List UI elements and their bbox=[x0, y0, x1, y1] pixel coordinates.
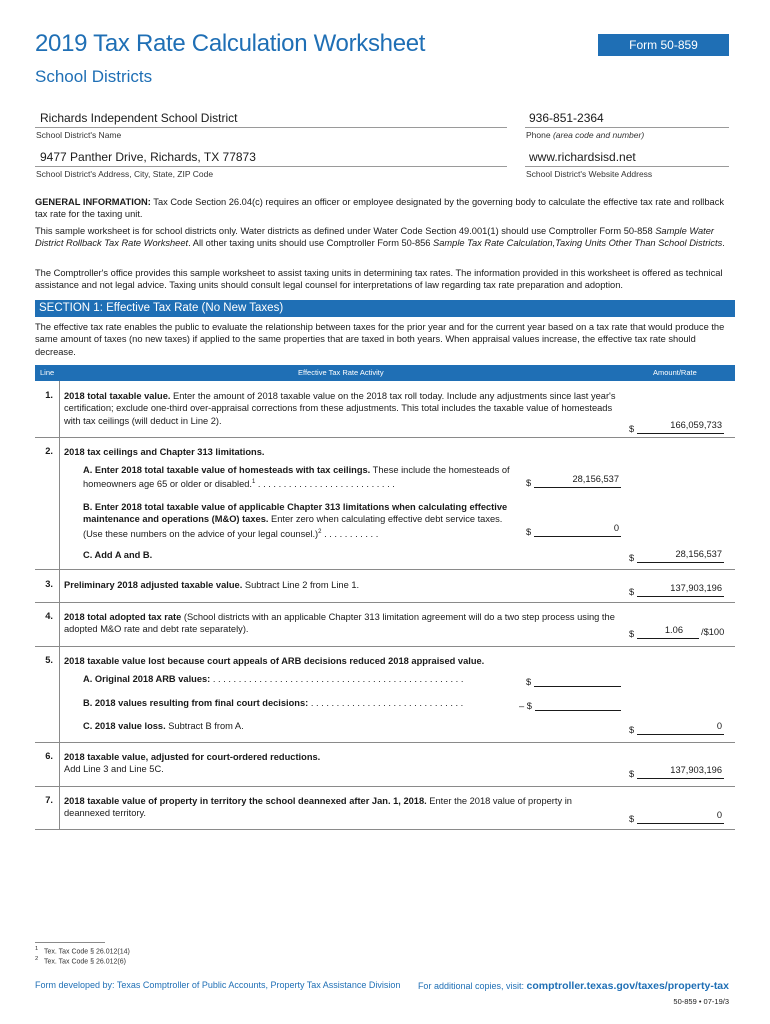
line-2-description bbox=[64, 446, 264, 458]
amount-underline bbox=[534, 536, 621, 537]
dollar-sign: $ bbox=[526, 527, 532, 537]
general-info-paragraph bbox=[35, 196, 735, 221]
line-2c-value: 28,156,537 bbox=[675, 549, 722, 559]
line-2b-description bbox=[83, 501, 515, 540]
leader-dots: . . . . . . . . . . . . . . . . . . . . . . . . . . . . . . bbox=[308, 698, 464, 708]
amount-underline bbox=[534, 487, 621, 488]
dollar-sign: $ bbox=[629, 814, 635, 824]
amount-underline bbox=[637, 596, 724, 597]
dollar-sign: $ bbox=[629, 725, 635, 735]
address-field[interactable]: 9477 Panther Drive, Richards, TX 77873 bbox=[40, 150, 256, 164]
phone-caption-italic: (area code and number) bbox=[552, 130, 645, 140]
dollar-sign: $ bbox=[629, 587, 635, 597]
line-2b-text: Enter zero when calculating effective debt service taxes. (Use these numbers on the advice of your legal counsel.) bbox=[83, 514, 503, 539]
line-7-number: 7. bbox=[45, 795, 53, 805]
line-1-value: 166,059,733 bbox=[670, 420, 722, 430]
amount-underline bbox=[637, 638, 699, 639]
line-2-number: 2. bbox=[45, 446, 53, 456]
line-2b-amount[interactable] bbox=[526, 523, 621, 537]
line-1-description bbox=[64, 390, 620, 427]
line-4-text: (School districts with an applicable Chapter 313 limitation agreement will do a two step process using the adopted M&O rate and debt rate separately). bbox=[64, 612, 615, 635]
website-field[interactable]: www.richardsisd.net bbox=[529, 150, 636, 164]
p2-e: . bbox=[722, 238, 725, 249]
row-divider bbox=[35, 829, 735, 830]
dollar-sign: $ bbox=[629, 424, 635, 434]
line-6-description bbox=[64, 751, 620, 776]
line-3-text: Subtract Line 2 from Line 1. bbox=[242, 580, 360, 590]
footer-copies bbox=[418, 980, 729, 992]
line-5-description bbox=[64, 655, 620, 667]
line-1-bold: 2018 total taxable value. bbox=[64, 391, 171, 401]
line-5a-amount[interactable] bbox=[526, 673, 621, 687]
form-title: 2019 Tax Rate Calculation Worksheet bbox=[35, 30, 426, 57]
row-divider bbox=[35, 742, 735, 743]
comptroller-paragraph: The Comptroller's office provides this sample worksheet to assist taxing units in determining tax rates. The information provided in this worksheet is offered as technical assistance and not legal advice. Taxing units should consult legal counsel for interpretations of law regarding tax rate preparation and adoption. bbox=[35, 268, 723, 291]
line-5-bold: 2018 taxable value lost because court appeals of ARB decisions reduced 2018 appraised value. bbox=[64, 656, 485, 666]
line-5b-amount[interactable] bbox=[519, 697, 621, 711]
line-5c-description bbox=[83, 720, 244, 732]
line-6-text: Add Line 3 and Line 5C. bbox=[64, 764, 164, 775]
general-info-text: Tax Code Section 26.04(c) requires an officer or employee designated by the governing body to calculate the effective tax rate and rollback tax rate for the taxing unit. bbox=[35, 197, 725, 220]
dollar-sign: $ bbox=[629, 553, 635, 563]
amount-underline bbox=[535, 710, 621, 711]
line-1-number: 1. bbox=[45, 390, 53, 400]
form-number-badge: Form 50-859 bbox=[598, 34, 729, 56]
line-5c-bold: C. 2018 value loss. bbox=[83, 721, 166, 731]
line-5-number: 5. bbox=[45, 655, 53, 665]
col-line-header: Line bbox=[40, 368, 55, 377]
line-3-number: 3. bbox=[45, 579, 53, 589]
water-district-paragraph bbox=[35, 225, 735, 250]
line-3-amount[interactable] bbox=[629, 583, 724, 597]
line-2a-text: These include the homesteads of homeowners age 65 or older or disabled. bbox=[83, 465, 510, 490]
p2-c: . All other taxing units should use Comptroller Form 50-856 bbox=[188, 238, 434, 249]
phone-caption-main: Phone bbox=[526, 130, 553, 140]
row-divider bbox=[35, 437, 735, 438]
website-caption: School District's Website Address bbox=[526, 169, 653, 179]
phone-line bbox=[525, 127, 729, 128]
line-3-description bbox=[64, 579, 620, 591]
line-2a-value: 28,156,537 bbox=[572, 474, 619, 484]
line-2c-description bbox=[83, 549, 152, 561]
footnote-ref-1: 1 bbox=[252, 479, 256, 486]
website-line bbox=[525, 166, 729, 167]
general-info-label: GENERAL INFORMATION: bbox=[35, 197, 151, 207]
row-divider bbox=[35, 569, 735, 570]
line-7-description bbox=[64, 795, 620, 820]
footnote-rule bbox=[35, 942, 105, 943]
line-2a-bold: A. Enter 2018 total taxable value of homesteads with tax ceilings. bbox=[83, 465, 371, 475]
line-1-amount[interactable] bbox=[629, 420, 724, 434]
phone-field[interactable]: 936-851-2364 bbox=[529, 111, 604, 125]
amount-underline bbox=[637, 433, 724, 434]
amount-underline bbox=[637, 778, 724, 779]
line-3-bold: Preliminary 2018 adjusted taxable value. bbox=[64, 580, 243, 590]
line-column-divider bbox=[59, 381, 60, 829]
line-5b-bold: B. 2018 values resulting from final court decisions: bbox=[83, 698, 309, 708]
address-caption: School District's Address, City, State, ZIP Code bbox=[36, 169, 214, 179]
line-5b-description bbox=[83, 697, 515, 709]
p2-b: Sample Water District Rollback Tax Rate Worksheet bbox=[35, 226, 714, 249]
row-divider bbox=[35, 602, 735, 603]
address-line bbox=[35, 166, 507, 167]
line-6-amount[interactable] bbox=[629, 765, 724, 779]
line-7-amount[interactable] bbox=[629, 810, 724, 824]
line-2c-bold: C. Add A and B. bbox=[83, 550, 153, 560]
footnote-1-num: 1 bbox=[35, 946, 39, 952]
line-6-number: 6. bbox=[45, 751, 53, 761]
district-name-line bbox=[35, 127, 507, 128]
footnote-2-text: Tex. Tax Code § 26.012(6) bbox=[43, 958, 126, 966]
p2-a: This sample worksheet is for school districts only. Water districts as defined under Water Code Section 49.001(1) should use Comptroller Form 50-858 bbox=[35, 226, 656, 236]
footnote-2-num: 2 bbox=[35, 956, 39, 962]
line-6-bold: 2018 taxable value, adjusted for court-ordered reductions. bbox=[64, 752, 321, 762]
leader-dots: . . . . . . . . . . . . . . . . . . . . . . . . . . . bbox=[255, 479, 395, 490]
line-4-value: 1.06 bbox=[664, 625, 683, 635]
line-5a-bold: A. Original 2018 ARB values: bbox=[83, 674, 211, 684]
line-4-description bbox=[64, 611, 620, 636]
line-2a-amount[interactable] bbox=[526, 474, 621, 488]
line-4-number: 4. bbox=[45, 611, 53, 621]
line-2b-value: 0 bbox=[613, 523, 619, 533]
leader-dots: . . . . . . . . . . . . . . . . . . . . . . . . . . . . . . . . . . . . . . . . . . . . . . . . . bbox=[210, 674, 464, 684]
page-number: 50-859 • 07-19/3 bbox=[673, 997, 729, 1006]
table-header bbox=[35, 365, 735, 381]
leader-dots: . . . . . . . . . . . bbox=[321, 528, 379, 539]
col-amount-header: Amount/Rate bbox=[653, 368, 697, 377]
dollar-sign: $ bbox=[629, 629, 635, 639]
line-2a-description bbox=[83, 464, 515, 491]
line-2b-bold: B. Enter 2018 total taxable value of applicable Chapter 313 limitations when calculating effective maintenance and operations (M&O) taxes. bbox=[83, 502, 508, 525]
form-subtitle: School Districts bbox=[35, 67, 153, 86]
phone-caption bbox=[526, 130, 644, 140]
footer-link[interactable]: comptroller.texas.gov/taxes/property-tax bbox=[526, 980, 729, 992]
line-5c-value: 0 bbox=[716, 721, 722, 731]
line-5c-text: Subtract B from A. bbox=[165, 721, 244, 731]
line-7-bold: 2018 taxable value of property in territory the school deannexed after Jan. 1, 2018. bbox=[64, 796, 427, 806]
dollar-sign: $ bbox=[526, 478, 532, 488]
line-7-value: 0 bbox=[716, 810, 722, 820]
line-5c-amount[interactable] bbox=[629, 721, 724, 735]
line-4-amount[interactable] bbox=[629, 625, 699, 639]
line-1-text: Enter the amount of 2018 taxable value on the 2018 tax roll today. Include any adjustments since last year's certification; exclude one-third over-appraisal corrections from these adjustments. This total includes the taxable value of homesteads with tax ceilings (will deduct in Line 2). bbox=[64, 391, 616, 426]
district-name-field[interactable]: Richards Independent School District bbox=[40, 111, 238, 125]
amount-underline bbox=[637, 562, 724, 563]
p2-d: Sample Tax Rate Calculation,Taxing Units Other Than School Districts bbox=[433, 238, 723, 249]
district-name-caption: School District's Name bbox=[36, 130, 122, 140]
footnote-ref-2: 2 bbox=[318, 528, 322, 535]
minus-dollar-sign: – $ bbox=[519, 701, 532, 711]
row-divider bbox=[35, 646, 735, 647]
footnote-1-text: Tex. Tax Code § 26.012(14) bbox=[43, 948, 130, 956]
section1-intro: The effective tax rate enables the public to evaluate the relationship between taxes for the prior year and for the current year based on a tax rate that would produce the same amount of taxes (no new taxes) if applied to the same properties that are taxed in both years. When appraisal values increase, the effective tax rate should decrease. bbox=[35, 322, 725, 357]
line-7-text: Enter the 2018 value of property in deannexed territory. bbox=[64, 796, 572, 819]
line-4-unit: /$100 bbox=[701, 627, 725, 637]
dollar-sign: $ bbox=[629, 769, 635, 779]
amount-underline bbox=[534, 686, 621, 687]
dollar-sign: $ bbox=[526, 677, 532, 687]
line-5a-description bbox=[83, 673, 515, 685]
footnote-2 bbox=[35, 956, 126, 965]
col-activity-header: Effective Tax Rate Activity bbox=[298, 368, 384, 377]
footer-credit: Form developed by: Texas Comptroller of Public Accounts, Property Tax Assistance Division bbox=[35, 980, 401, 990]
line-2c-amount[interactable] bbox=[629, 549, 724, 563]
section1-header: SECTION 1: Effective Tax Rate (No New Taxes) bbox=[35, 300, 735, 317]
amount-underline bbox=[637, 823, 724, 824]
line-2-bold: 2018 tax ceilings and Chapter 313 limitations. bbox=[64, 447, 265, 457]
footnote-1 bbox=[35, 946, 130, 955]
footer-copies-prefix: For additional copies, visit: bbox=[417, 981, 527, 991]
line-4-bold: 2018 total adopted tax rate bbox=[64, 612, 182, 622]
line-6-value: 137,903,196 bbox=[670, 765, 722, 775]
amount-underline bbox=[637, 734, 724, 735]
line-3-value: 137,903,196 bbox=[670, 583, 722, 593]
row-divider bbox=[35, 786, 735, 787]
